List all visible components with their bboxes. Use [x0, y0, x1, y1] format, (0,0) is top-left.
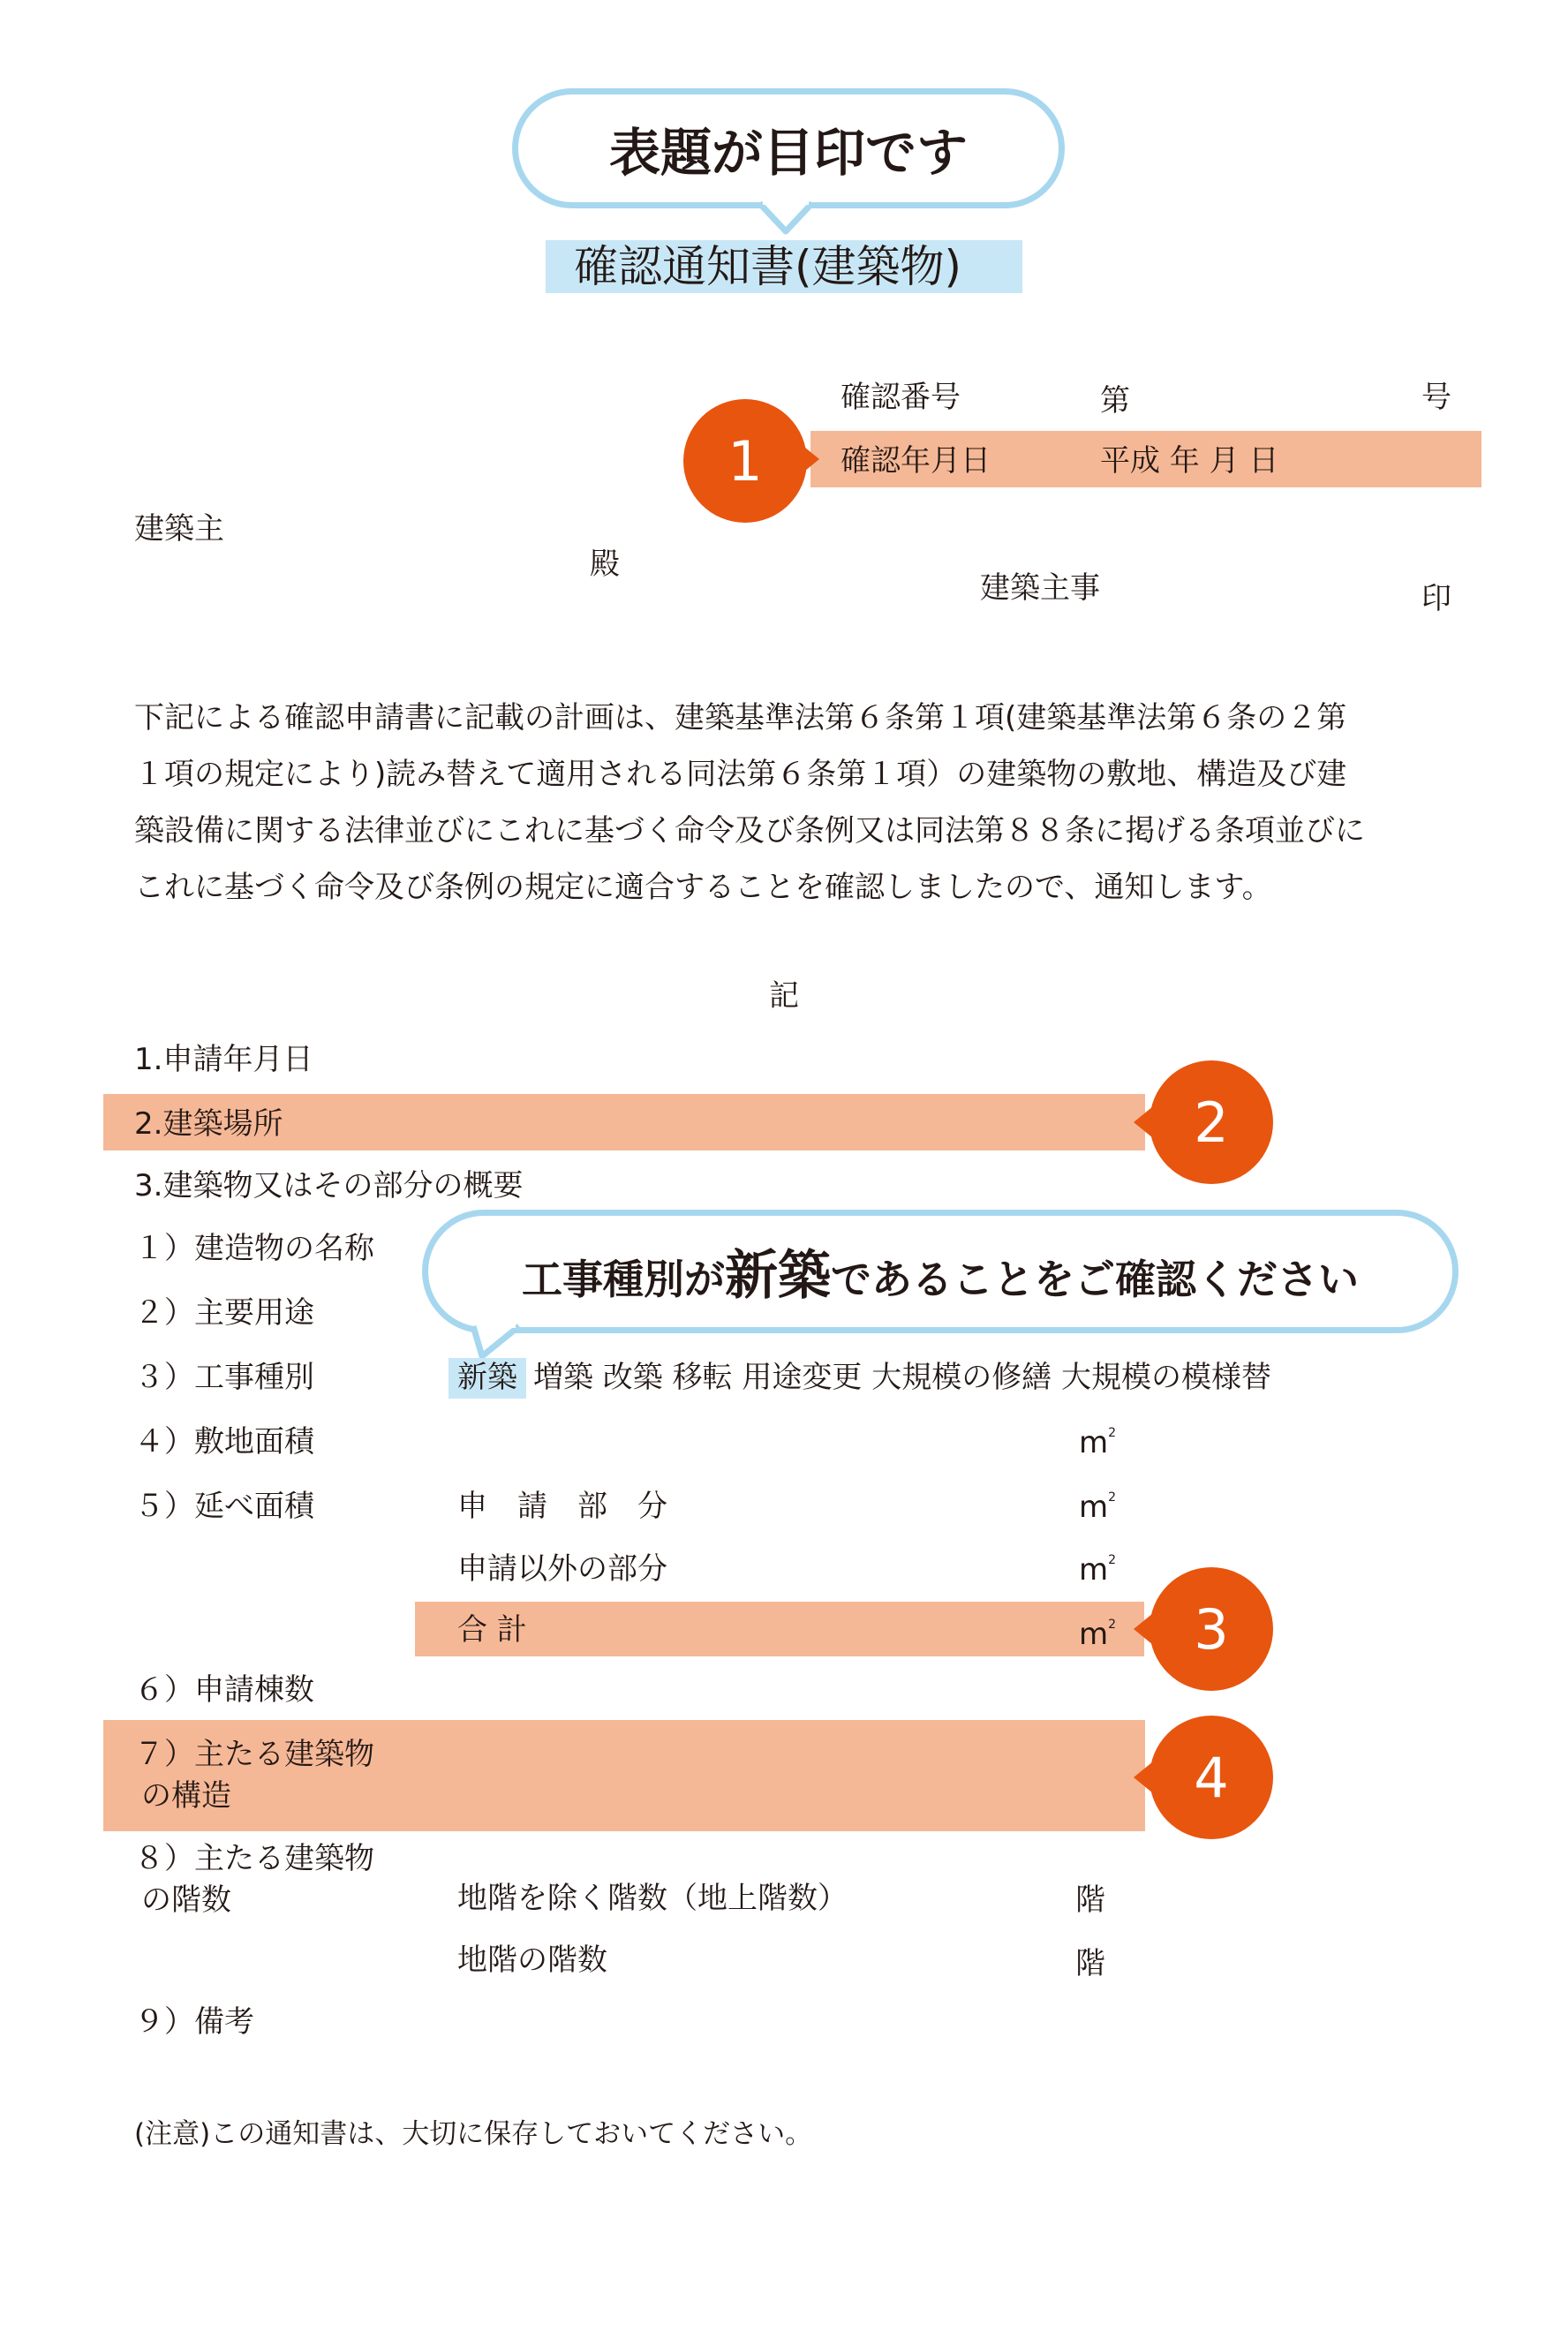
area-other-label: 申請以外の部分 [457, 1551, 667, 1587]
body-line: 築設備に関する法律並びにこれに基づく命令及び条例又は同法第８８条に掲げる条項並びに [134, 813, 1365, 849]
sub-remarks: ９）備考 [134, 2004, 254, 2040]
official-label: 建築主事 [980, 570, 1100, 606]
area-applied-label: 申 請 部 分 [457, 1489, 667, 1524]
floors-below-label: 地階の階数 [457, 1942, 607, 1978]
floors-above-unit: 階 [1075, 1882, 1105, 1918]
callout-prefix: 工事種別が [522, 1256, 725, 1303]
body-paragraph [134, 690, 1441, 916]
work-type-callout-tail [470, 1323, 523, 1362]
body-line: 下記による確認申請書に記載の計画は、建築基準法第６条第１項(建築基準法第６条の２第 [134, 700, 1347, 736]
floors-above-label: 地階を除く階数（地上階数） [457, 1881, 848, 1916]
marker-1-label: 1 [727, 428, 763, 494]
area-other-unit [1079, 1552, 1117, 1588]
document-title: 確認通知書(建築物) [574, 241, 962, 292]
marker-3-pointer [1134, 1613, 1153, 1645]
footer-note: (注意)この通知書は、大切に保存しておいてください。 [134, 2118, 813, 2150]
body-line: これに基づく命令及び条例の規定に適合することを確認しましたので、通知します。 [134, 870, 1272, 905]
confirm-number-dai: 第 [1100, 383, 1130, 419]
work-type-selected: 新築 [457, 1360, 517, 1395]
marker-2-label: 2 [1194, 1090, 1229, 1155]
unit-m: m [1079, 1552, 1109, 1588]
work-type-others: 増築 改築 移転 用途変更 大規模の修繕 大規模の模様替 [533, 1360, 1272, 1395]
marker-3 [1150, 1567, 1273, 1691]
title-callout-text: 表題が目印です [608, 123, 968, 183]
sub-total-floor-area: ５）延べ面積 [134, 1489, 314, 1524]
area-applied-unit [1079, 1490, 1117, 1525]
dono-label: 殿 [590, 547, 620, 582]
work-type-callout-text [522, 1233, 1359, 1309]
confirm-date-value: 平成 年 月 日 [1100, 443, 1279, 479]
marker-4-pointer [1134, 1761, 1153, 1793]
marker-1 [683, 399, 807, 523]
unit-m: m [1079, 1617, 1109, 1652]
ki-heading: 記 [769, 978, 799, 1014]
item-building-site: 2.建築場所 [134, 1106, 283, 1142]
title-callout-tail [759, 200, 812, 235]
sub-building-name: １）建造物の名称 [134, 1231, 374, 1266]
callout-emphasis: 新築 [725, 1245, 831, 1307]
sub-work-type: ３）工事種別 [134, 1360, 314, 1395]
unit-sup: 2 [1108, 1618, 1117, 1632]
marker-1-pointer [800, 443, 819, 475]
sub-structure-line1: ７）主たる建築物 [134, 1737, 374, 1772]
floors-below-unit: 階 [1075, 1946, 1105, 1981]
sub-building-count: ６）申請棟数 [134, 1672, 314, 1708]
unit-sup: 2 [1108, 1490, 1117, 1505]
area-total-unit [1079, 1617, 1117, 1652]
title-callout-bubble [512, 88, 1065, 208]
item-building-overview: 3.建築物又はその部分の概要 [134, 1168, 524, 1203]
seal-label: 印 [1421, 581, 1451, 616]
unit-m: m [1079, 1490, 1109, 1525]
body-line: １項の規定により)読み替えて適用される同法第６条第１項）の建築物の敷地、構造及び建 [134, 757, 1347, 792]
unit-sup: 2 [1108, 1426, 1117, 1440]
work-type-callout-bubble [422, 1210, 1459, 1333]
confirm-date-label: 確認年月日 [841, 443, 991, 479]
area-total-label: 合 計 [457, 1612, 527, 1648]
confirm-number-go: 号 [1421, 380, 1451, 415]
sub-structure-line2: の構造 [141, 1778, 231, 1814]
confirm-number-label: 確認番号 [841, 380, 961, 415]
sub-main-use: ２）主要用途 [134, 1295, 314, 1331]
marker-2-pointer [1134, 1106, 1153, 1138]
marker-3-label: 3 [1194, 1596, 1229, 1662]
callout-suffix: であることをご確認ください [831, 1256, 1359, 1303]
marker-4-label: 4 [1194, 1745, 1229, 1810]
marker-2 [1150, 1060, 1273, 1184]
sub-site-area: ４）敷地面積 [134, 1424, 314, 1460]
sub-floors-line2: の階数 [141, 1882, 231, 1918]
site-area-unit [1079, 1427, 1116, 1458]
marker-4 [1150, 1716, 1273, 1839]
sub-floors-line1: ８）主たる建築物 [134, 1841, 374, 1876]
unit-m: m [1079, 1425, 1109, 1460]
unit-sup: 2 [1108, 1553, 1117, 1567]
item-application-date: 1.申請年月日 [134, 1042, 313, 1077]
owner-label: 建築主 [134, 511, 224, 547]
